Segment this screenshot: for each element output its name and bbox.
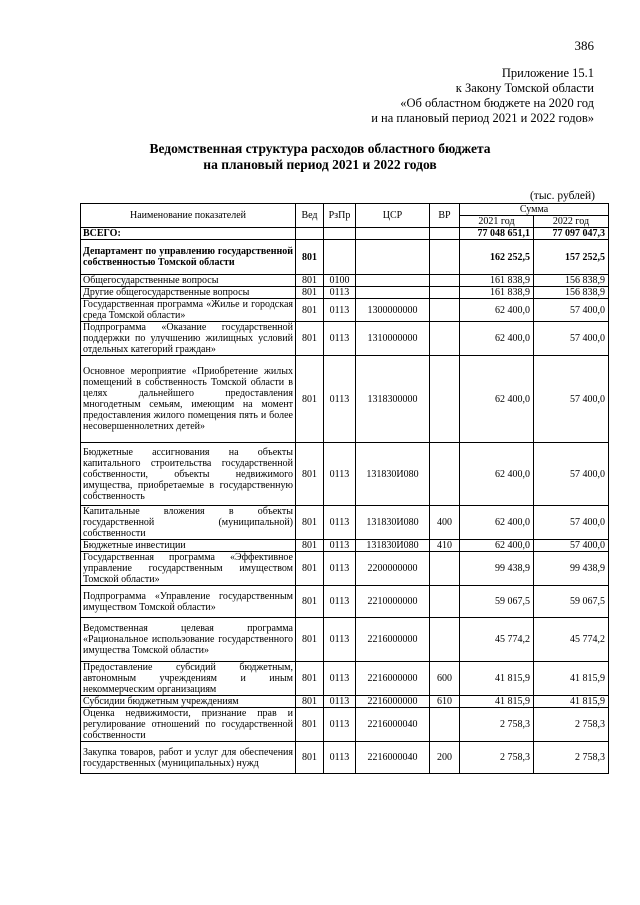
- table-row: [81, 586, 609, 618]
- cell-name: Бюджетные ассигнования на объекты капитального строительства государственной собственности, объекты недвижимого имущества, приобретаемые в государственную собственность: [81, 443, 296, 506]
- table-row: [81, 618, 609, 662]
- cell-name: Подпрограмма «Оказание государственной поддержки по улучшению жилищных условий отдельных категорий граждан»: [81, 322, 296, 356]
- cell-rzpr: 0113: [324, 586, 356, 618]
- cell-ved: 801: [296, 240, 324, 275]
- cell-csr: [356, 287, 430, 299]
- cell-csr: [356, 275, 430, 287]
- cell-name: Капитальные вложения в объекты государственной (муниципальной) собственности: [81, 506, 296, 540]
- cell-rzpr: [324, 240, 356, 275]
- cell-csr: 2200000000: [356, 552, 430, 586]
- cell-y2021: 62 400,0: [460, 299, 534, 322]
- title-line: Ведомственная структура расходов областного бюджета: [149, 141, 491, 156]
- cell-csr: 2216000000: [356, 618, 430, 662]
- budget-table: [80, 203, 609, 774]
- header-name: Наименование показателей: [81, 204, 296, 228]
- cell-y2021: 162 252,5: [460, 240, 534, 275]
- header-vr: ВР: [430, 204, 460, 228]
- cell-ved: 801: [296, 552, 324, 586]
- cell-ved: 801: [296, 506, 324, 540]
- cell-y2021: 62 400,0: [460, 322, 534, 356]
- cell-vr: 400: [430, 506, 460, 540]
- cell-name: Подпрограмма «Управление государственным имуществом Томской области»: [81, 586, 296, 618]
- cell-name: Общегосударственные вопросы: [81, 275, 296, 287]
- appendix-block: [371, 66, 594, 126]
- table-row: [81, 322, 609, 356]
- cell-rzpr: 0113: [324, 506, 356, 540]
- cell-y2022: 57 400,0: [534, 356, 609, 443]
- cell-y2022: 45 774,2: [534, 618, 609, 662]
- cell-ved: 801: [296, 742, 324, 774]
- table-row: [81, 287, 609, 299]
- cell-rzpr: 0113: [324, 443, 356, 506]
- cell-name: Основное мероприятие «Приобретение жилых помещений в собственность Томской области в целях дальнейшего предоставления многодетным семьям, имеющим на момент предоставления жилого помещения пять и более несовершеннолетних детей»: [81, 356, 296, 443]
- cell-csr: 2216000040: [356, 708, 430, 742]
- cell-y2021: 2 758,3: [460, 708, 534, 742]
- cell-csr: [356, 240, 430, 275]
- cell-ved: 801: [296, 708, 324, 742]
- cell-csr: 131830И080: [356, 443, 430, 506]
- cell-ved: 801: [296, 443, 324, 506]
- cell-rzpr: [324, 228, 356, 240]
- cell-y2021: 2 758,3: [460, 742, 534, 774]
- cell-ved: 801: [296, 299, 324, 322]
- cell-csr: 1310000000: [356, 322, 430, 356]
- cell-vr: 610: [430, 696, 460, 708]
- appendix-line: «Об областном бюджете на 2020 год: [400, 96, 594, 110]
- cell-y2022: 57 400,0: [534, 443, 609, 506]
- cell-vr: [430, 287, 460, 299]
- cell-name: Закупка товаров, работ и услуг для обеспечения государственных (муниципальных) нужд: [81, 742, 296, 774]
- cell-y2022: 2 758,3: [534, 742, 609, 774]
- cell-y2022: 77 097 047,3: [534, 228, 609, 240]
- cell-vr: [430, 299, 460, 322]
- cell-y2022: 156 838,9: [534, 275, 609, 287]
- header-year-2021: 2021 год: [460, 216, 534, 228]
- cell-vr: 410: [430, 540, 460, 552]
- cell-y2022: 156 838,9: [534, 287, 609, 299]
- cell-y2022: 57 400,0: [534, 299, 609, 322]
- cell-csr: [356, 228, 430, 240]
- cell-ved: 801: [296, 696, 324, 708]
- cell-rzpr: 0113: [324, 662, 356, 696]
- document-title: [0, 141, 640, 173]
- cell-ved: 801: [296, 287, 324, 299]
- table-row: [81, 540, 609, 552]
- cell-rzpr: 0113: [324, 287, 356, 299]
- header-csr: ЦСР: [356, 204, 430, 228]
- cell-ved: 801: [296, 662, 324, 696]
- cell-vr: [430, 240, 460, 275]
- table-row: [81, 708, 609, 742]
- cell-y2021: 62 400,0: [460, 443, 534, 506]
- table-row: [81, 275, 609, 287]
- cell-rzpr: 0113: [324, 356, 356, 443]
- cell-name: Другие общегосударственные вопросы: [81, 287, 296, 299]
- table-row: [81, 742, 609, 774]
- cell-rzpr: 0113: [324, 540, 356, 552]
- table-body: [81, 228, 609, 774]
- cell-rzpr: 0113: [324, 618, 356, 662]
- table-row: [81, 240, 609, 275]
- appendix-line: и на плановый период 2021 и 2022 годов»: [371, 111, 594, 125]
- cell-vr: 600: [430, 662, 460, 696]
- cell-rzpr: 0113: [324, 299, 356, 322]
- page-number: 386: [574, 38, 594, 53]
- cell-y2021: 41 815,9: [460, 662, 534, 696]
- cell-csr: 2216000040: [356, 742, 430, 774]
- cell-y2021: 99 438,9: [460, 552, 534, 586]
- cell-csr: 1318300000: [356, 356, 430, 443]
- appendix-line: Приложение 15.1: [501, 66, 594, 80]
- table-row: [81, 552, 609, 586]
- cell-ved: [296, 228, 324, 240]
- cell-ved: 801: [296, 275, 324, 287]
- cell-vr: [430, 586, 460, 618]
- cell-name: Ведомственная целевая программа «Рациональное использование государственного имущества Томской области»: [81, 618, 296, 662]
- cell-vr: [430, 356, 460, 443]
- cell-rzpr: 0113: [324, 552, 356, 586]
- cell-name: Департамент по управлению государственной собственностью Томской области: [81, 240, 296, 275]
- cell-y2022: 57 400,0: [534, 540, 609, 552]
- cell-csr: 131830И080: [356, 540, 430, 552]
- cell-rzpr: 0100: [324, 275, 356, 287]
- cell-vr: [430, 228, 460, 240]
- cell-y2022: 57 400,0: [534, 506, 609, 540]
- cell-rzpr: 0113: [324, 708, 356, 742]
- cell-csr: 2216000000: [356, 696, 430, 708]
- cell-name: Предоставление субсидий бюджетным, автономным учреждениям и иным некоммерческим организациям: [81, 662, 296, 696]
- cell-y2022: 59 067,5: [534, 586, 609, 618]
- cell-ved: 801: [296, 540, 324, 552]
- cell-vr: [430, 552, 460, 586]
- cell-y2021: 41 815,9: [460, 696, 534, 708]
- cell-y2021: 59 067,5: [460, 586, 534, 618]
- cell-vr: [430, 618, 460, 662]
- cell-csr: 131830И080: [356, 506, 430, 540]
- header-sum: Сумма: [460, 204, 609, 216]
- cell-y2021: 62 400,0: [460, 540, 534, 552]
- cell-name: Субсидии бюджетным учреждениям: [81, 696, 296, 708]
- table-row: [81, 506, 609, 540]
- cell-y2022: 99 438,9: [534, 552, 609, 586]
- cell-name: Государственная программа «Эффективное управление государственным имуществом Томской области»: [81, 552, 296, 586]
- cell-name: Государственная программа «Жилье и городская среда Томской области»: [81, 299, 296, 322]
- cell-name: Оценка недвижимости, признание прав и регулирование отношений по государственной собственности: [81, 708, 296, 742]
- cell-y2021: 62 400,0: [460, 506, 534, 540]
- cell-vr: [430, 275, 460, 287]
- table-row: [81, 696, 609, 708]
- cell-y2022: 41 815,9: [534, 696, 609, 708]
- cell-rzpr: 0113: [324, 696, 356, 708]
- cell-csr: 2210000000: [356, 586, 430, 618]
- cell-y2022: 57 400,0: [534, 322, 609, 356]
- table-row: [81, 299, 609, 322]
- cell-vr: [430, 443, 460, 506]
- header-year-2022: 2022 год: [534, 216, 609, 228]
- cell-ved: 801: [296, 618, 324, 662]
- cell-y2022: 157 252,5: [534, 240, 609, 275]
- cell-csr: 1300000000: [356, 299, 430, 322]
- table-row: [81, 662, 609, 696]
- cell-y2021: 77 048 651,1: [460, 228, 534, 240]
- cell-ved: 801: [296, 356, 324, 443]
- cell-ved: 801: [296, 322, 324, 356]
- cell-y2022: 2 758,3: [534, 708, 609, 742]
- cell-rzpr: 0113: [324, 322, 356, 356]
- appendix-line: к Закону Томской области: [455, 81, 594, 95]
- cell-csr: 2216000000: [356, 662, 430, 696]
- cell-name: Бюджетные инвестиции: [81, 540, 296, 552]
- cell-vr: 200: [430, 742, 460, 774]
- cell-y2022: 41 815,9: [534, 662, 609, 696]
- cell-name: ВСЕГО:: [81, 228, 296, 240]
- cell-y2021: 161 838,9: [460, 275, 534, 287]
- cell-y2021: 45 774,2: [460, 618, 534, 662]
- table-row: [81, 228, 609, 240]
- table-row: [81, 443, 609, 506]
- table-row: [81, 356, 609, 443]
- header-ved: Вед: [296, 204, 324, 228]
- cell-vr: [430, 708, 460, 742]
- cell-ved: 801: [296, 586, 324, 618]
- header-rzpr: РзПр: [324, 204, 356, 228]
- title-line: на плановый период 2021 и 2022 годов: [203, 157, 437, 172]
- cell-vr: [430, 322, 460, 356]
- cell-rzpr: 0113: [324, 742, 356, 774]
- cell-y2021: 62 400,0: [460, 356, 534, 443]
- cell-y2021: 161 838,9: [460, 287, 534, 299]
- units-label: (тыс. рублей): [529, 190, 595, 202]
